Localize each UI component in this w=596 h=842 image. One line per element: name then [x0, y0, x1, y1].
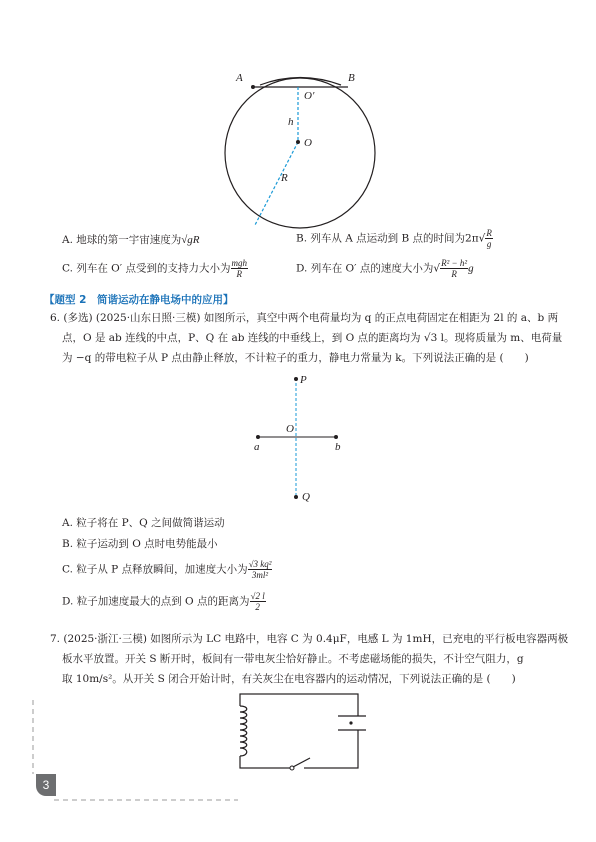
lc-circuit-figure: [230, 692, 370, 774]
fig2-label-Q: Q: [302, 491, 310, 503]
q5-option-d: D. 列车在 O′ 点的速度大小为√ $\frac{\text{R² − h²}}{R}$ g: [296, 258, 474, 279]
fig2-label-O: O: [286, 423, 294, 435]
q6-option-b: B. 粒子运动到 O 点时电势能最小: [62, 538, 218, 550]
fig2-label-P: P: [300, 374, 307, 386]
q5-option-a: A. 地球的第一宇宙速度为√gR: [62, 234, 200, 246]
section-heading: 【题型 2 简谐运动在静电场中的应用】: [44, 294, 234, 306]
charges-figure: [250, 372, 350, 507]
fig1-label-h: h: [288, 116, 294, 128]
fig1-label-O: O: [304, 137, 312, 149]
q5-option-c: C. 列车在 O′ 点受到的支持力大小为 $\frac{\text{mgh}}{R}$: [62, 258, 248, 279]
q7-stem-line3: 取 10m/s²。从开关 S 闭合开始计时，有关灰尘在电容器内的运动情况，下列说法正确的是 ( ): [62, 673, 516, 685]
q6-option-c: C. 粒子从 P 点释放瞬间，加速度大小为 $\frac{\text{√3 kq²}}{\text{3ml²}}$: [62, 559, 272, 580]
q6-stem-line1: 6. (多选) (2025·山东日照·三模) 如图所示，真空中两个电荷量均为 q 的正点电荷固定在相距为 2l 的 a、b 两: [50, 312, 559, 324]
q7-stem-line2: 板水平放置。开关 S 断开时，板间有一带电灰尘恰好静止。不考虑磁场能的损失，不计空气阻力，g: [62, 653, 524, 665]
fig1-label-A: A: [236, 72, 243, 84]
q7-stem-line1: 7. (2025·浙江·三模) 如图所示为 LC 电路中，电容 C 为 0.4μF，电感 L 为 1mH，已充电的平行板电容器两极: [50, 633, 569, 645]
q6-stem-line3: 为 −q 的带电粒子从 P 点由静止释放，不计粒子的重力，静电力常量为 k。下列说法正确的是 ( ): [62, 352, 529, 364]
q5-option-b: B. 列车从 A 点运动到 B 点的时间为2π√ $\frac{R}{g}$: [296, 228, 492, 249]
q6-option-a: A. 粒子将在 P、Q 之间做简谐运动: [62, 517, 225, 529]
fig1-label-R: R: [281, 172, 288, 184]
q6-option-d: D. 粒子加速度最大的点到 O 点的距离为 $\frac{√2 l}{2}$: [62, 591, 265, 612]
fig2-label-b: b: [335, 441, 341, 453]
fig2-label-a: a: [254, 441, 260, 453]
page-border-dashes: [30, 700, 240, 804]
fig1-label-B: B: [348, 72, 355, 84]
fig1-label-O-prime: O′: [304, 90, 315, 102]
q6-stem-line2: 点，O 是 ab 连线的中点，P、Q 在 ab 连线的中垂线上，到 O 点的距离均为 √3 l。现将质量为 m、电荷量: [62, 332, 563, 344]
page-number: 3: [36, 774, 56, 796]
